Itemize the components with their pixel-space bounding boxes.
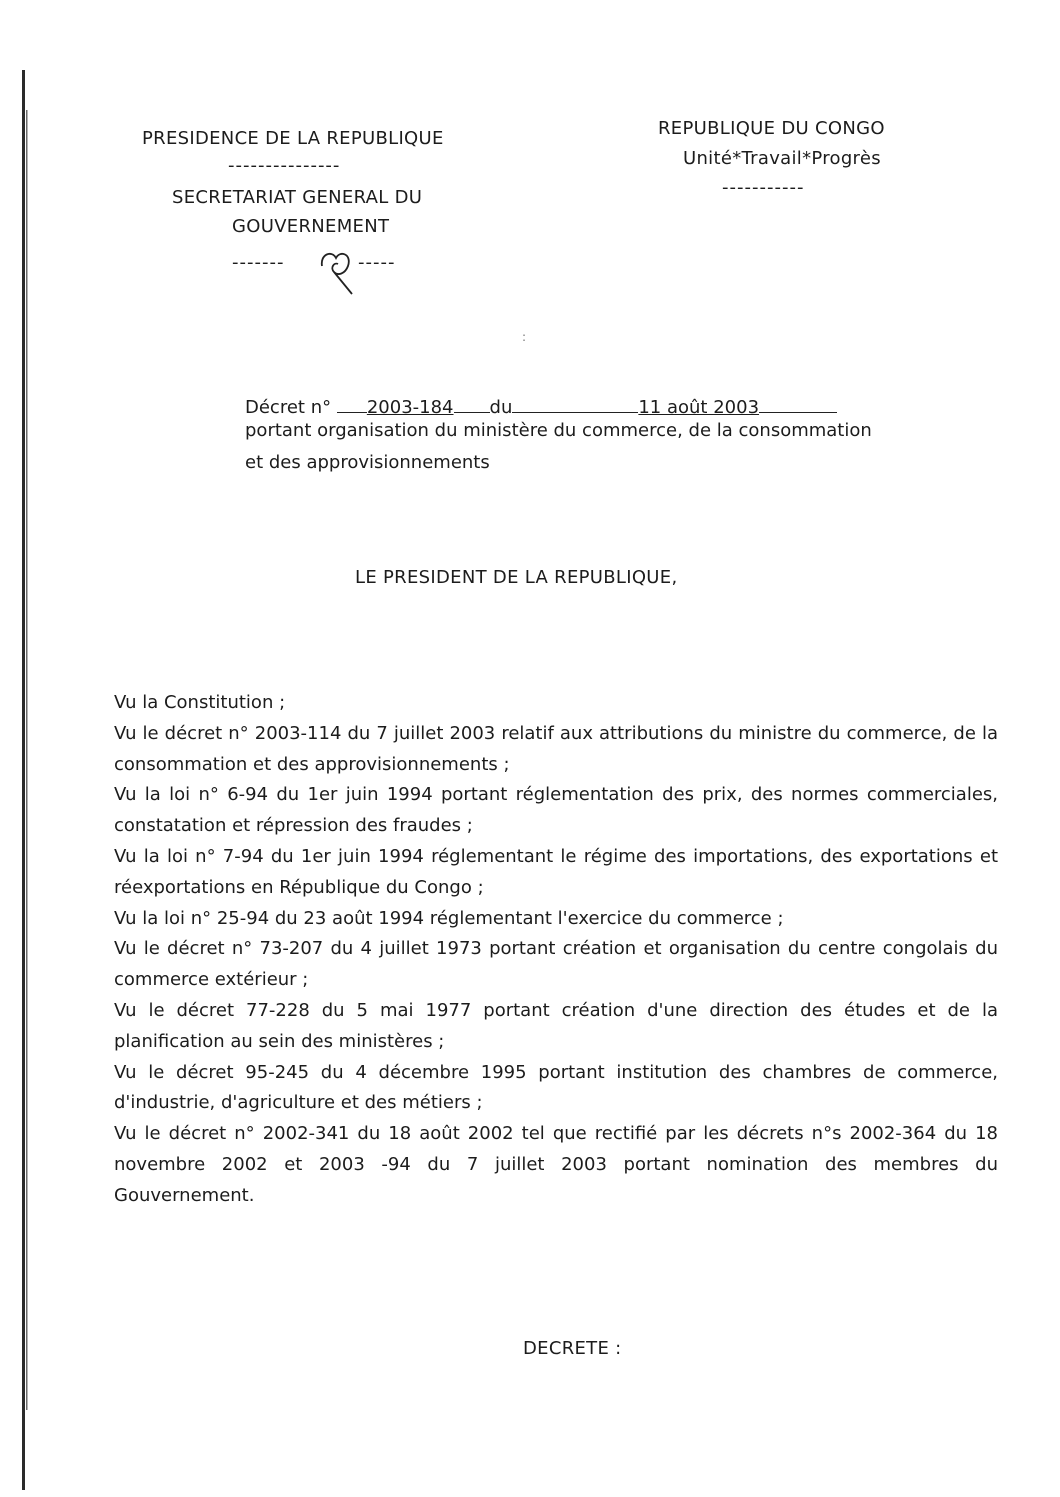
decree-du: du: [489, 397, 513, 418]
blank-line: [337, 394, 367, 413]
decree-subject-line1: portant organisation du ministère du commerce, de la consommation: [245, 420, 872, 441]
header-presidence: PRESIDENCE DE LA REPUBLIQUE: [142, 128, 444, 149]
visa-item: Vu la loi n° 6-94 du 1er juin 1994 portant réglementation des prix, des normes commerciales, constatation et répression des fraudes ;: [114, 784, 998, 837]
visa-item: Vu le décret 77-228 du 5 mai 1977 portant création d'une direction des études et de la planification au sein des ministères ;: [114, 999, 998, 1052]
header-left-separator: ---------------: [228, 155, 341, 176]
visa-item: Vu le décret n° 2002-341 du 18 août 2002 tel que rectifié par les décrets n°s 2002-364 du 18 novembre 2002 et 2003 -94 du 7 juillet 2003 portant nomination des membres du Gouvernement.: [114, 1123, 998, 1206]
blank-line: [759, 394, 837, 413]
scan-speck: :: [522, 330, 527, 344]
visa-item: Vu le décret 95-245 du 4 décembre 1995 portant institution des chambres de commerce, d'industrie, d'agriculture et des métiers ;: [114, 1061, 998, 1114]
binding-edge-mark: [18, 70, 32, 1490]
header-right-separator: -----------: [722, 177, 805, 198]
header-motto: Unité*Travail*Progrès: [683, 148, 881, 169]
decree-number: 2003-184: [366, 397, 454, 418]
decree-prefix: Décret n°: [245, 397, 332, 418]
blank-line: [512, 394, 638, 413]
blank-line: [454, 394, 490, 413]
visa-item: Vu le décret n° 2003-114 du 7 juillet 2003 relatif aux attributions du ministre du commerce, de la consommation et des approvisionnements ;: [114, 722, 998, 775]
decrete-heading: DECRETE :: [523, 1338, 622, 1359]
header-republique: REPUBLIQUE DU CONGO: [658, 118, 885, 139]
header-left-separator2-left: -------: [232, 252, 285, 273]
visa-item: Vu la loi n° 7-94 du 1er juin 1994 réglementant le régime des importations, des exportations et réexportations en République du Congo ;: [114, 845, 998, 898]
visa-item: Vu le décret n° 73-207 du 4 juillet 1973 portant création et organisation du centre congolais du commerce extérieur ;: [114, 938, 998, 991]
header-left-separator2-right: -----: [358, 252, 396, 273]
visa-item: Vu la Constitution ;: [114, 692, 286, 713]
visas-list: [114, 688, 998, 1212]
emblem-icon: [312, 244, 362, 296]
visa-item: Vu la loi n° 25-94 du 23 août 1994 réglementant l'exercice du commerce ;: [114, 907, 784, 929]
header-secretariat: SECRETARIAT GENERAL DU: [172, 187, 423, 208]
decree-number-line: [245, 394, 837, 418]
decree-date: 11 août 2003: [638, 397, 760, 418]
president-title: LE PRESIDENT DE LA REPUBLIQUE,: [355, 567, 678, 588]
decree-subject-line2: et des approvisionnements: [245, 452, 490, 473]
header-gouvernement: GOUVERNEMENT: [232, 216, 390, 237]
